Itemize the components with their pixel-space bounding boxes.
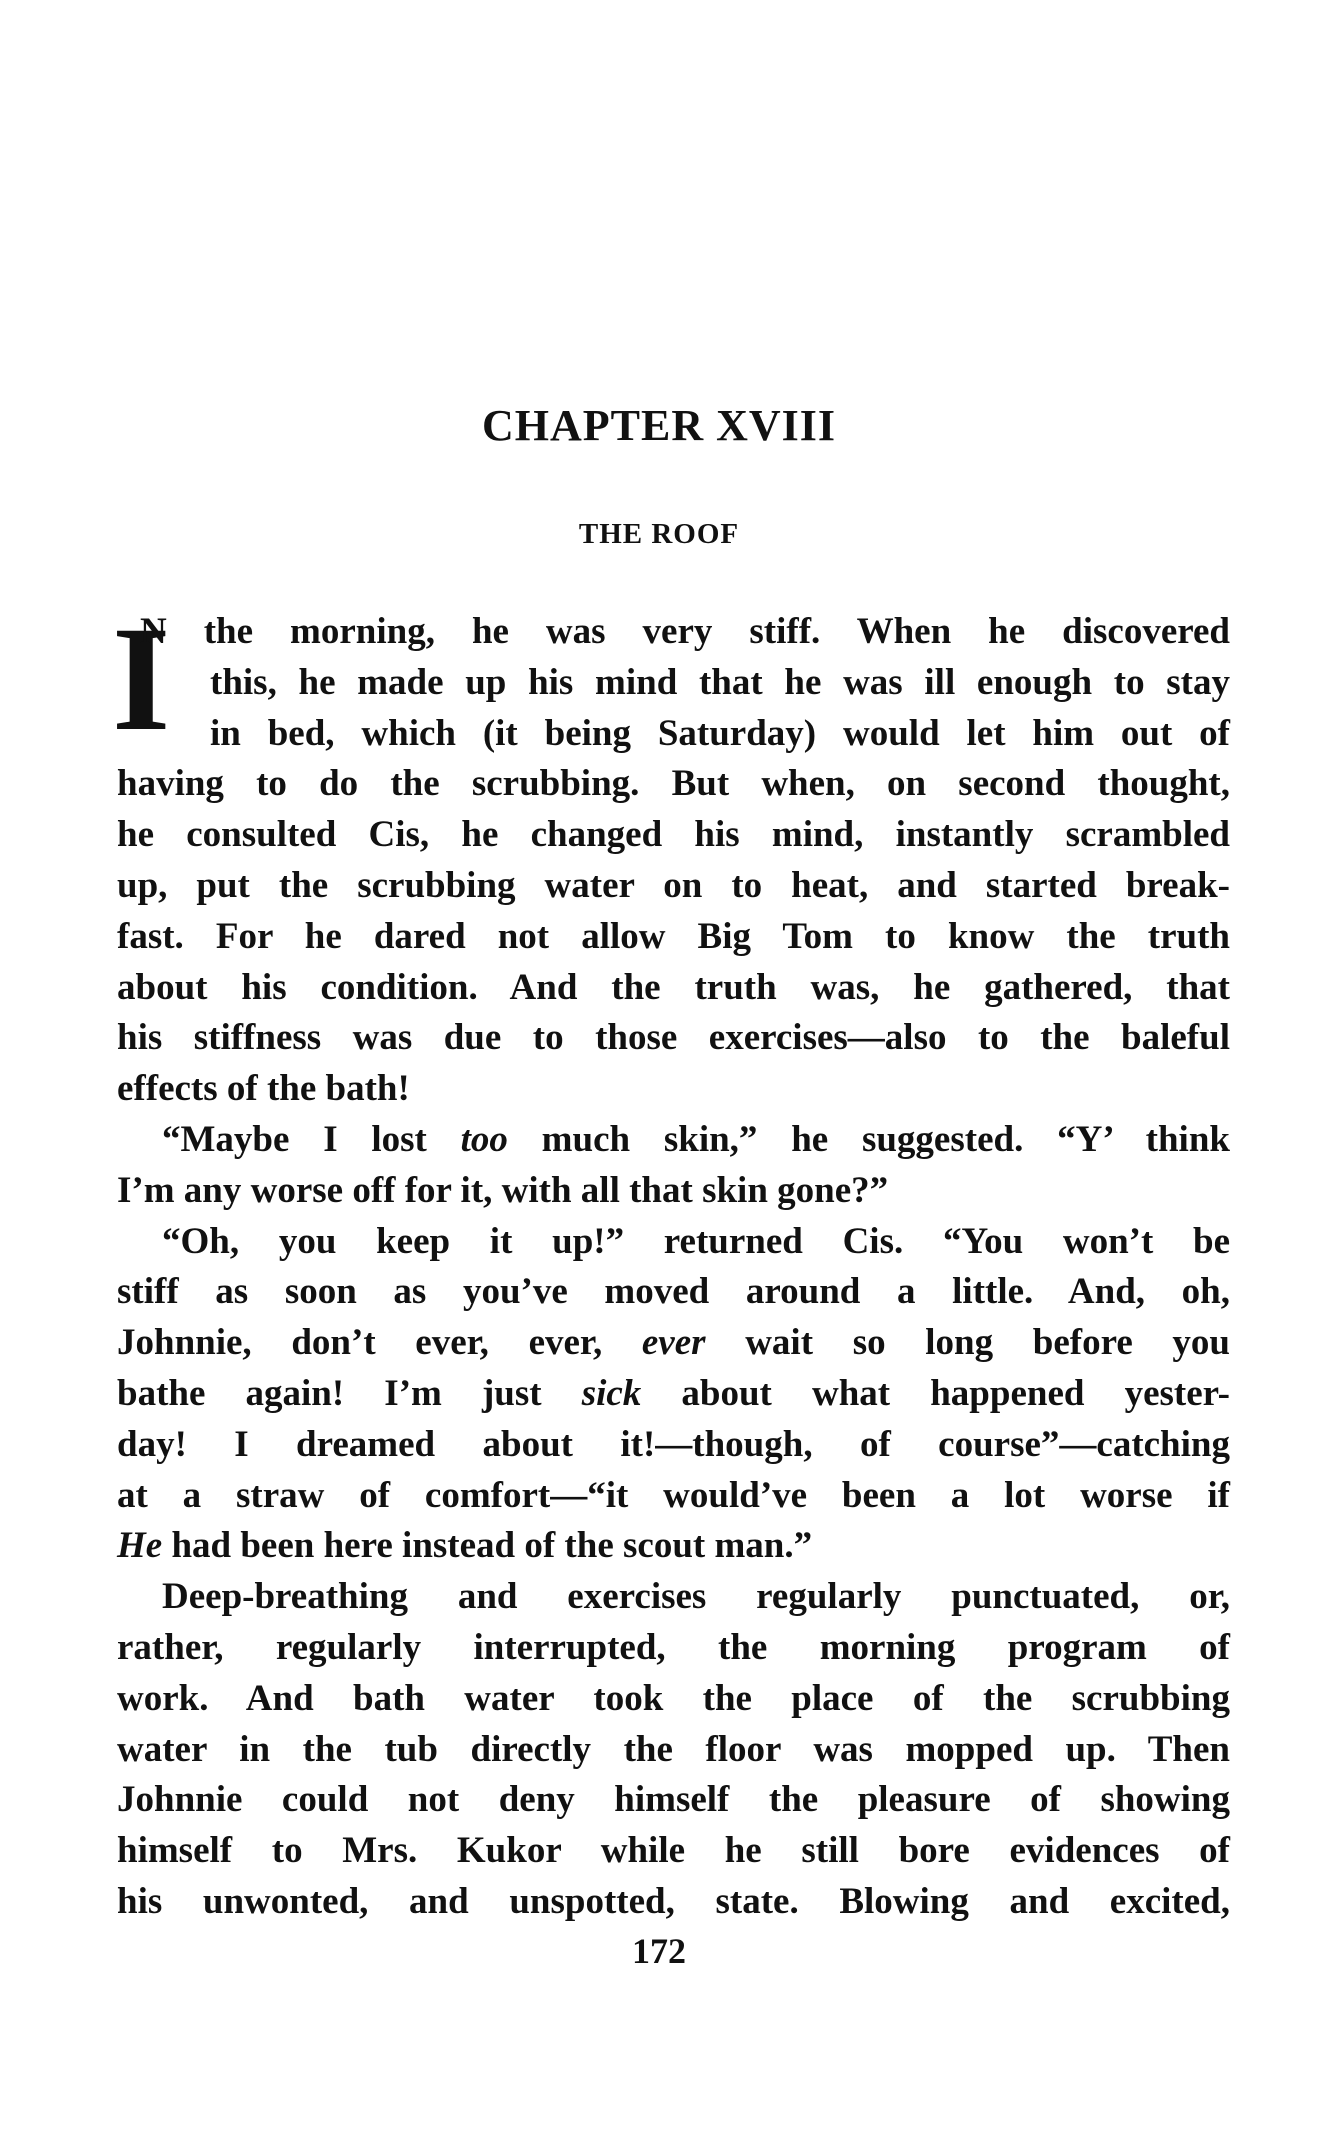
text-segment: he consulted Cis, he changed his mind, instantly scrambled [117,814,1230,856]
text-line [210,661,1230,705]
text-segment: Johnnie could not deny himself the pleasure of showing [117,1779,1230,1821]
text-segment: rather, regularly interrupted, the morning program of [117,1627,1230,1668]
drop-cap: I [112,596,171,762]
text-line [117,1677,1230,1721]
text-line [117,915,1230,959]
text-line [140,610,1230,654]
italic-text: ever [641,1322,706,1364]
text-segment: I’m any worse off for it, with all that skin gone?” [117,1169,889,1211]
text-segment: himself to Mrs. Kukor while he still bore evidences of [117,1830,1230,1872]
text-line [117,1474,1230,1518]
text-segment: Deep-breathing and exercises regularly punctuated, or, [162,1576,1230,1618]
text-line [117,1423,1230,1467]
text-line [117,1372,1230,1416]
text-segment: effects of the bath! [117,1068,410,1110]
chapter-title: THE ROOF [578,518,740,550]
italic-text: too [460,1119,508,1160]
text-line [117,762,1230,806]
text-segment: having to do the scrubbing. But when, on second thought, [117,763,1230,805]
text-line [117,966,1230,1010]
chapter-heading: CHAPTER XVIII [481,401,837,450]
text-line [117,1524,1230,1568]
page-number: 172 [632,1931,686,1971]
text-segment: Johnnie, don’t ever, ever, [117,1322,642,1364]
text-segment: about his condition. And the truth was, he gathered, that [117,966,1230,1008]
text-line [117,813,1230,857]
text-line [117,1169,1230,1213]
italic-text: sick [581,1373,642,1414]
text-segment: his unwonted, and unspotted, state. Blowing and excited, [117,1881,1230,1922]
text-segment: N the morning, he was very stiff. When he discovered [140,611,1230,652]
text-segment: day! I dreamed about it!—though, of course”—catching [117,1423,1230,1465]
text-segment: stiff as soon as you’ve moved around a little. And, oh, [117,1271,1230,1313]
text-line [117,1778,1230,1822]
text-segment: “Oh, you keep it up!” returned Cis. “You won’t be [162,1220,1230,1262]
text-line [117,1829,1230,1873]
text-segment: “Maybe I lost [162,1119,461,1160]
text-line [117,1880,1230,1924]
text-segment: work. And bath water took the place of the scrubbing [117,1677,1230,1719]
text-segment: had been here instead of the scout man.” [162,1525,813,1567]
text-segment: fast. For he dared not allow Big Tom to know the truth [117,915,1230,957]
text-segment: this, he made up his mind that he was ill enough to stay [210,661,1230,703]
text-segment: up, put the scrubbing water on to heat, and started break- [117,865,1230,906]
text-line [117,1270,1230,1314]
italic-text: He [117,1525,163,1567]
text-line [117,1728,1230,1772]
text-segment: about what happened yester- [641,1373,1230,1414]
text-line [117,1016,1230,1060]
text-line [162,1220,1230,1264]
text-segment: at a straw of comfort—“it would’ve been a lot worse if [117,1474,1230,1516]
text-segment: water in the tub directly the floor was mopped up. Then [117,1728,1230,1770]
text-segment: in bed, which (it being Saturday) would let him out of [210,712,1230,754]
text-line [117,1067,1230,1111]
text-line [162,1575,1230,1619]
text-segment: bathe again! I’m just [117,1373,582,1414]
text-line [210,712,1230,756]
text-segment: wait so long before you [705,1322,1230,1364]
text-line [117,864,1230,908]
text-line [162,1118,1230,1162]
text-line [117,1626,1230,1670]
text-segment: his stiffness was due to those exercises—also to the baleful [117,1017,1230,1059]
text-segment: much skin,” he suggested. “Y’ think [507,1119,1230,1160]
text-line [117,1321,1230,1365]
